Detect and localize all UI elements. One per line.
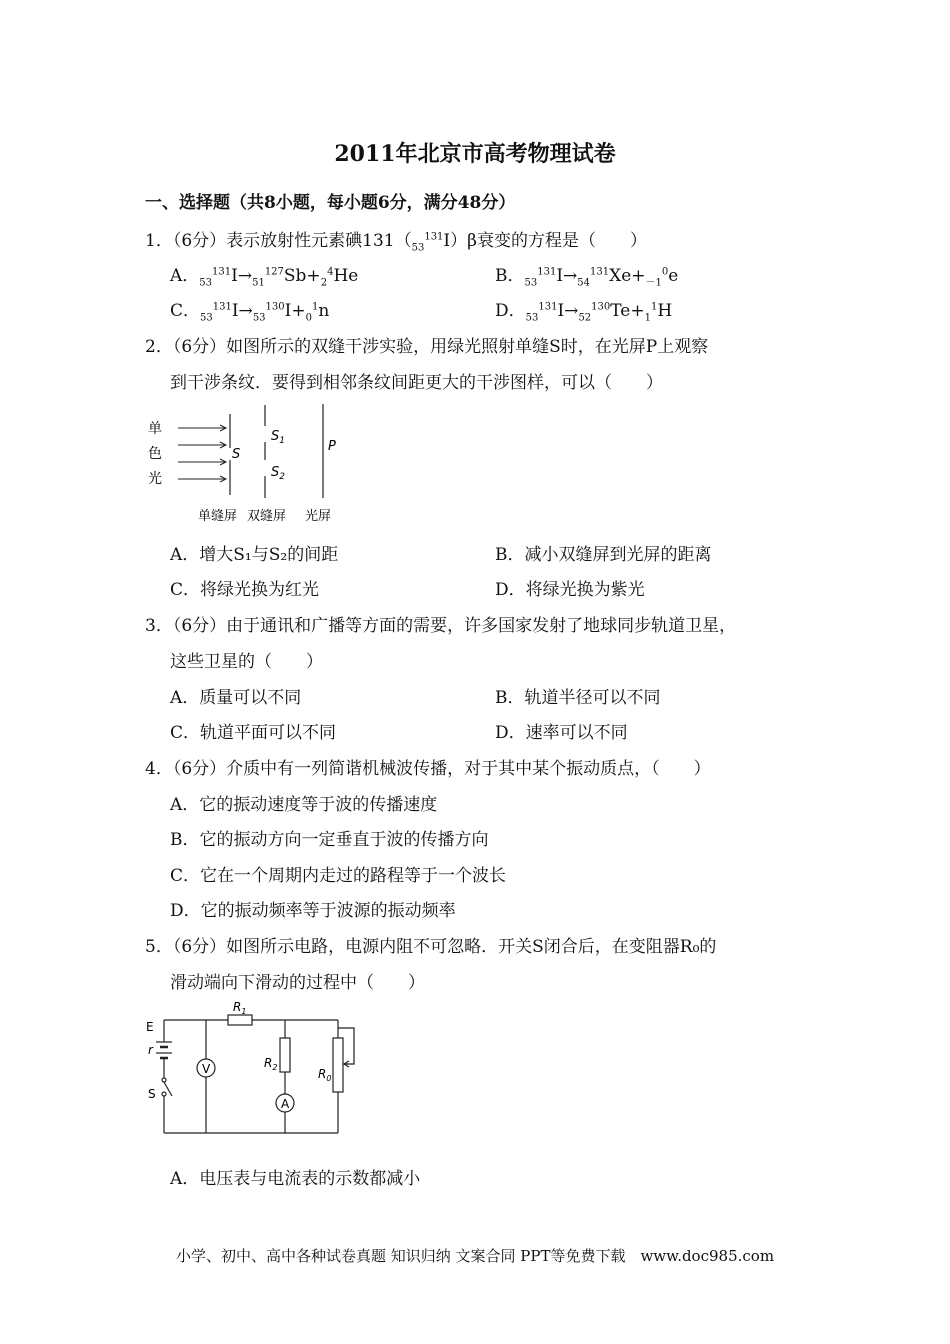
- subscript: 54: [577, 277, 591, 289]
- battery: [156, 1042, 172, 1058]
- caption-screen: 光屏: [305, 509, 332, 524]
- page-footer: 小学、初中、高中各种试卷真题 知识归纳 文案合同 PPT等免费下载 www.doc985.com: [175, 1247, 775, 1265]
- q2-option-c: C．将绿光换为红光: [170, 580, 320, 600]
- superscript: 131: [212, 266, 232, 278]
- subscript: 53: [524, 277, 538, 289]
- double-slit-diagram: [140, 400, 350, 528]
- rheostat-r0: [333, 1038, 343, 1092]
- light-label-char: 单: [148, 421, 162, 437]
- light-label-char: 色: [148, 446, 162, 462]
- q1-option-a: [170, 261, 359, 289]
- subscript: 53: [199, 277, 213, 289]
- superscript: 131: [590, 266, 610, 278]
- switch-label: S: [148, 1087, 156, 1101]
- question-number: 3．: [145, 616, 173, 636]
- question-4: [145, 754, 711, 779]
- circuit-diagram: [140, 1000, 370, 1140]
- option-label: A．: [170, 266, 200, 286]
- slit-s-label: S: [232, 447, 241, 462]
- question-3-line2: 这些卫星的（ ）: [170, 652, 323, 672]
- caption-double-slit: 双缝屏: [247, 509, 287, 524]
- question-number: 1．: [145, 231, 173, 251]
- formula-text: I→: [557, 301, 579, 321]
- q1-option-c: [170, 296, 330, 324]
- superscript: 131: [538, 301, 558, 313]
- q4-option-d: D．它的振动频率等于波源的振动频率: [170, 901, 456, 921]
- question-text: （6分）由于通讯和广播等方面的需要，许多国家发射了地球同步轨道卫星，: [172, 616, 737, 636]
- formula-text: I→: [556, 266, 578, 286]
- formula-text: Sb+: [283, 266, 321, 286]
- formula-text: Te+: [610, 301, 645, 321]
- formula-text: I+: [284, 301, 306, 321]
- q3-option-a: A．质量可以不同: [170, 688, 302, 708]
- option-label: C．: [170, 301, 201, 321]
- emf-label: E: [146, 1020, 154, 1034]
- section-heading: 一、选择题（共8小题，每小题6分，满分48分）: [145, 193, 516, 213]
- voltmeter-label: V: [202, 1062, 211, 1076]
- subscript: 2: [320, 277, 328, 289]
- q3-option-d: D．速率可以不同: [495, 723, 628, 743]
- r1-label: $R_1$: [233, 1000, 247, 1016]
- question-number: 5．: [145, 937, 173, 957]
- question-2: [145, 332, 708, 357]
- subscript: 0: [305, 312, 312, 324]
- question-3: [145, 611, 736, 636]
- formula-text: I→: [231, 266, 253, 286]
- question-5: [145, 932, 716, 957]
- superscript: 4: [327, 266, 334, 278]
- q1-option-d: [495, 296, 673, 324]
- superscript: 130: [591, 301, 611, 313]
- subscript: －1: [645, 277, 662, 289]
- page-title: 2011年北京市高考物理试卷: [334, 141, 616, 167]
- q2-option-a: A．增大S₁与S₂的间距: [170, 545, 339, 565]
- question-text: （6分）如图所示电路，电源内阻不可忽略．开关S闭合后，在变阻器R₀的: [172, 937, 717, 957]
- subscript: 53: [200, 312, 213, 324]
- q4-option-c: C．它在一个周期内走过的路程等于一个波长: [170, 866, 507, 886]
- formula-text: He: [333, 266, 359, 286]
- superscript: 131: [537, 266, 557, 278]
- subscript: 53: [525, 312, 539, 324]
- formula-text: I→: [231, 301, 253, 321]
- s1-label: $S_1$: [271, 429, 285, 446]
- option-label: B．: [495, 266, 525, 286]
- superscript: 1: [311, 301, 319, 313]
- subscript: 1: [644, 312, 651, 324]
- r2-label: $R_2$: [264, 1056, 278, 1072]
- light-label-char: 光: [148, 471, 162, 487]
- superscript: 131: [212, 301, 232, 313]
- q5-option-a: A．电压表与电流表的示数都减小: [170, 1169, 421, 1189]
- superscript: 127: [264, 266, 284, 278]
- resistor-r1: [228, 1015, 252, 1025]
- s2-label: $S_2$: [271, 465, 285, 482]
- resistor-r2: [280, 1038, 290, 1072]
- question-text: （6分）介质中有一列简谐机械波传播，对于其中某个振动质点，（ ）: [172, 759, 711, 779]
- formula-text: n: [318, 301, 330, 321]
- question-2-line2: 到干涉条纹．要得到相邻条纹间距更大的干涉图样，可以（ ）: [170, 373, 663, 393]
- q3-option-b: B．轨道半径可以不同: [495, 688, 661, 708]
- subscript: 53: [252, 312, 266, 324]
- question-5-line2: 滑动端向下滑动的过程中（ ）: [170, 973, 425, 993]
- question-text-end: ）β衰变的方程是（ ）: [450, 231, 647, 251]
- subscript: 53: [411, 242, 425, 254]
- formula-text: Xe+: [609, 266, 646, 286]
- option-label: D．: [495, 301, 526, 321]
- r0-label: $R_0$: [318, 1067, 332, 1083]
- formula-text: e: [668, 266, 679, 286]
- subscript: 52: [578, 312, 592, 324]
- element-symbol: I: [443, 231, 451, 251]
- q2-option-b: B．减小双缝屏到光屏的距离: [495, 545, 712, 565]
- question-text: （6分）表示放射性元素碘131（: [172, 231, 412, 251]
- q2-option-d: D．将绿光换为紫光: [495, 580, 645, 600]
- subscript: 51: [252, 277, 265, 289]
- superscript: 1: [650, 301, 658, 313]
- superscript: 0: [661, 266, 669, 278]
- q4-option-a: A．它的振动速度等于波的传播速度: [170, 795, 438, 815]
- question-number: 2．: [145, 337, 173, 357]
- light-arrows: [178, 425, 226, 482]
- q1-option-b: [495, 261, 679, 289]
- question-1: [145, 226, 647, 254]
- caption-single-slit: 单缝屏: [198, 509, 238, 524]
- formula-text: H: [657, 301, 673, 321]
- ammeter-label: A: [281, 1097, 290, 1111]
- internal-resistance-label: r: [148, 1043, 153, 1057]
- switch: [162, 1078, 172, 1096]
- question-text: （6分）如图所示的双缝干涉实验，用绿光照射单缝S时，在光屏P上观察: [172, 337, 709, 357]
- q4-option-b: B．它的振动方向一定垂直于波的传播方向: [170, 830, 489, 850]
- q3-option-c: C．轨道平面可以不同: [170, 723, 337, 743]
- screen-p-label: P: [328, 439, 336, 454]
- superscript: 130: [265, 301, 285, 313]
- superscript: 131: [424, 231, 444, 243]
- question-number: 4．: [145, 759, 173, 779]
